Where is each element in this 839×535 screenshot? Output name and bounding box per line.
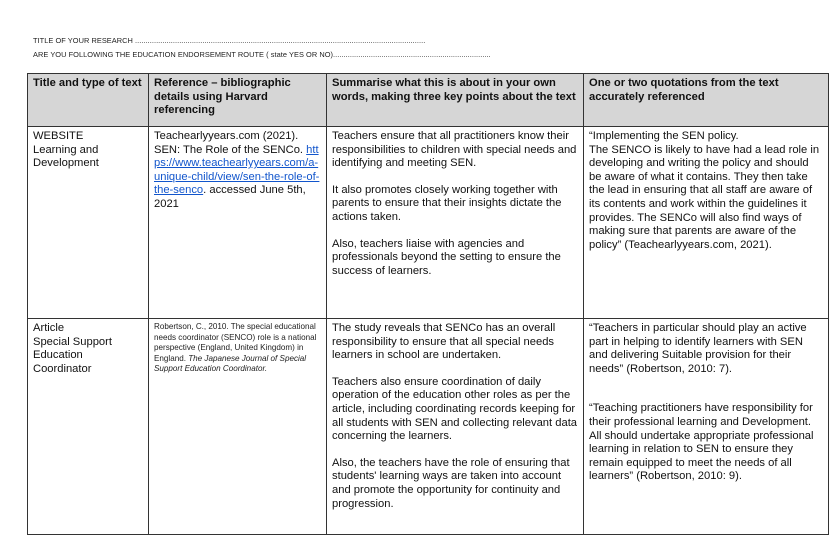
text-type-line: Coordinator xyxy=(33,362,92,375)
literature-review-table xyxy=(27,73,829,535)
column-header-quotations: One or two quotations from the text accurately referenced xyxy=(584,74,829,127)
cell-title-type xyxy=(28,319,149,535)
text-type-line: Development xyxy=(33,157,99,170)
cell-summary xyxy=(327,319,584,535)
cell-quotations xyxy=(584,319,829,535)
research-title-line: TITLE OF YOUR RESEARCH .......................................................................................................................................... xyxy=(33,36,426,45)
text-type-line: Education xyxy=(33,349,83,362)
cell-reference xyxy=(149,319,327,535)
cell-reference xyxy=(149,127,327,319)
quotation: “Teaching practitioners have responsibility for their professional learning and Development. All should undertake appropriate professional learning in relation to SEN to ensure they remain equipped to meet the needs of all learners” (Robertson, 2010: 9). xyxy=(589,402,814,483)
cell-title-type xyxy=(28,127,149,319)
reference-link[interactable]: https://www.teachearlyyears.com/a-unique-child/view/sen-the-role-of-the-senco xyxy=(154,143,320,197)
text-type-line: Learning and xyxy=(33,143,99,156)
quotation: “Teachers in particular should play an active part in helping to identify learners with SEN and delivering Suitable provision for their needs” (Robertson, 2010: 7). xyxy=(589,322,807,375)
summary-point: It also promotes closely working together with parents to ensure that their insights dictate the actions taken. xyxy=(332,183,562,223)
summary-point: Also, the teachers have the role of ensuring that students' learning ways are taken into account and promote the opportunity for continuity and progression. xyxy=(332,456,570,510)
text-type-line: Special Support xyxy=(33,335,112,348)
reference-text: Teachearlyyears.com (2021). SEN: The Role of the SENCo. xyxy=(154,130,304,156)
endorsement-route-line: ARE YOU FOLLOWING THE EDUCATION ENDORSEMENT ROUTE ( state YES OR NO)........................................................................... xyxy=(33,50,491,59)
column-header-summary: Summarise what this is about in your own words, making three key points about the text xyxy=(327,74,584,127)
text-type-line: Article xyxy=(33,322,65,334)
column-header-reference: Reference – bibliographic details using Harvard referencing xyxy=(149,74,327,127)
text-type-line: WEBSITE xyxy=(33,130,84,142)
table-header-row xyxy=(28,74,829,127)
quotation: The SENCO is likely to have had a lead role in developing and writing the policy and should be aware of what it contains. They then take the lead in ensuring that all staff are aware of its contents and work within the guidelines it provides. The SENCo will also find ways of making sure that parents are aware of the policy” (Teachearlyyears.com, 2021). xyxy=(589,143,820,251)
cell-quotations xyxy=(584,127,829,319)
table-row xyxy=(28,319,829,535)
quotation: “Implementing the SEN policy. xyxy=(589,130,739,142)
summary-point: Teachers also ensure coordination of daily operation of the education other roles as per the article, including coordinating records keeping for all students with SEN and collecting relevant data concerning the learners. xyxy=(332,375,578,443)
summary-point: Teachers ensure that all practitioners know their responsibilities to children with special needs and identifying and meeting SEN. xyxy=(332,130,577,170)
cell-summary xyxy=(327,127,584,319)
summary-point: The study reveals that SENCo has an overall responsibility to ensure that all special needs learners in school are undertaken. xyxy=(332,322,556,362)
reference-journal: The Japanese Journal of Special Support Education Coordinator. xyxy=(154,353,307,374)
reference-accessed: . accessed June 5th, 2021 xyxy=(154,184,306,210)
reference-text: Robertson, C., 2010. The special educational needs coordinator (SENCO) role is a national perspective (England, United Kingdom) in England. xyxy=(154,322,317,363)
column-header-title-type: Title and type of text xyxy=(28,74,149,127)
summary-point: Also, teachers liaise with agencies and professionals beyond the setting to ensure the success of learners. xyxy=(332,237,561,277)
table-row xyxy=(28,127,829,319)
